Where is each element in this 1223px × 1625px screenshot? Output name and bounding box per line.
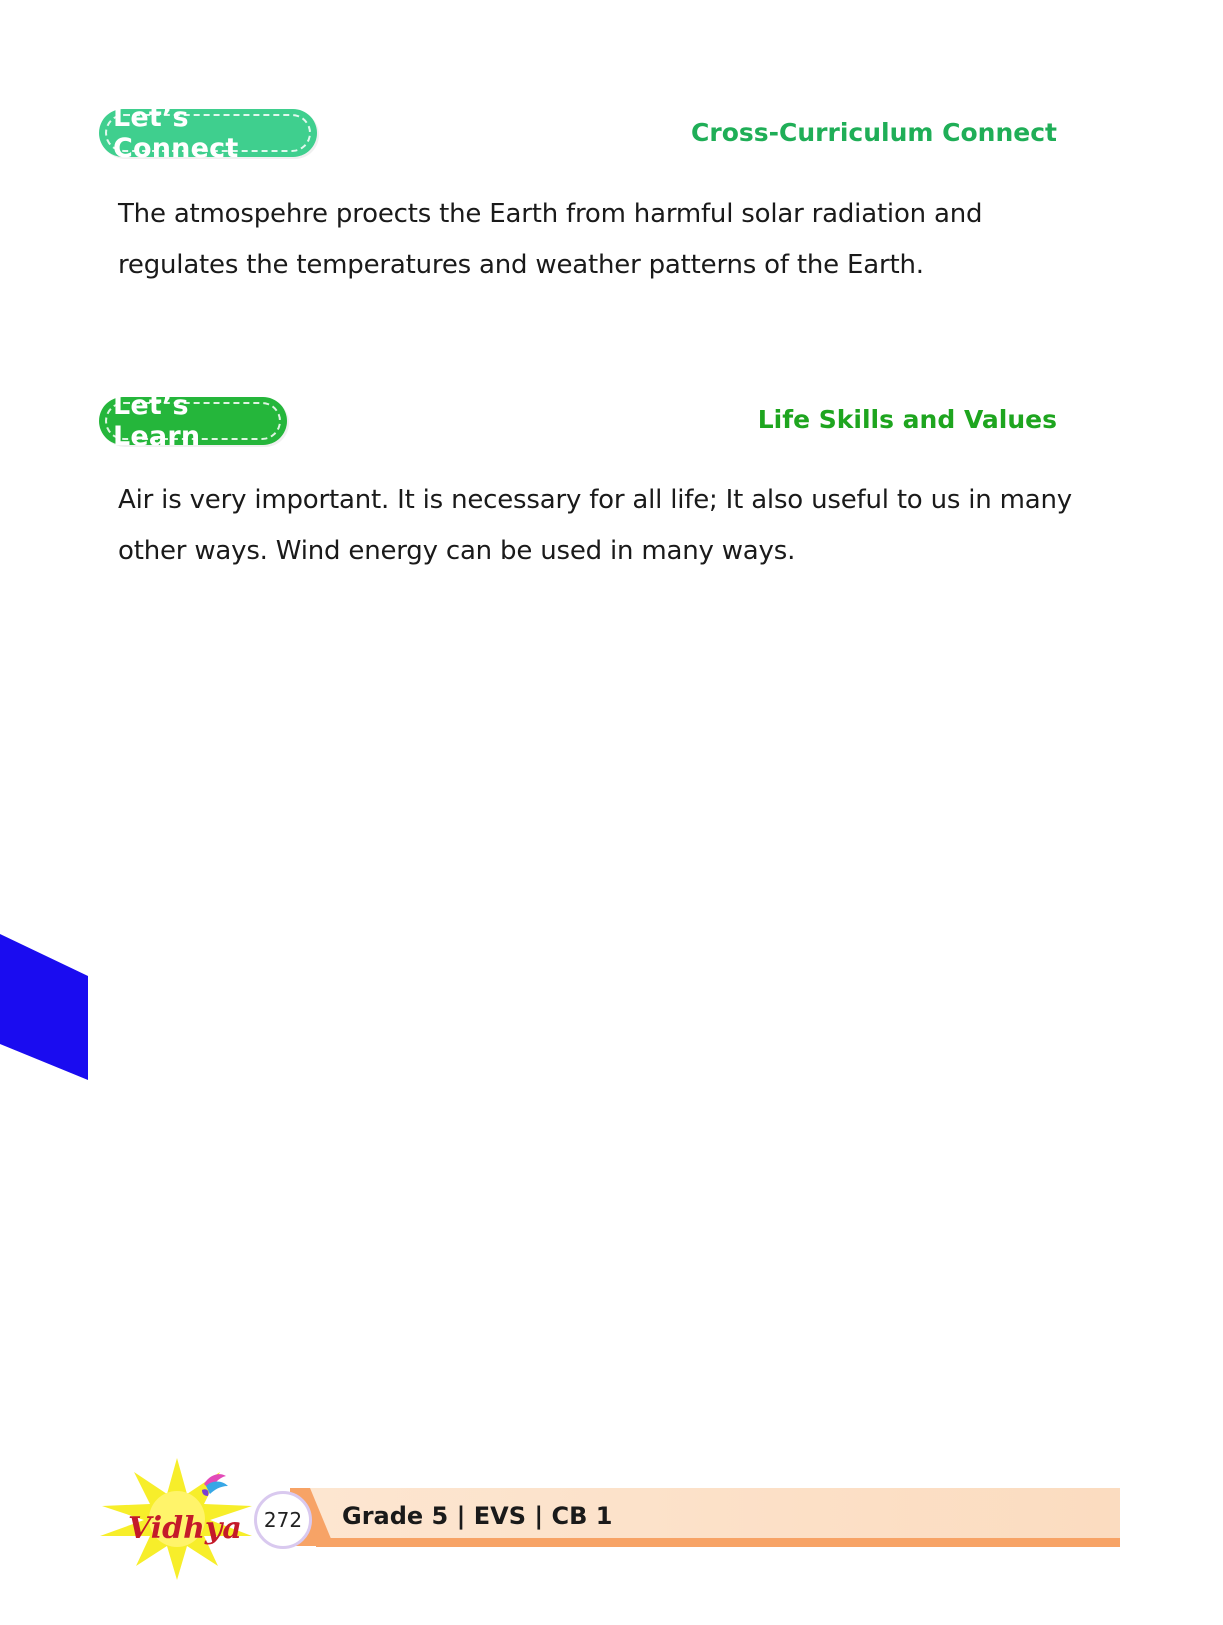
learn-line-1: Air is very important. It is necessary for all life; It also useful to us in many [118,485,1072,515]
connect-paragraph [118,189,1118,291]
bird-icon [202,1474,228,1496]
page-number-badge [254,1491,312,1549]
lets-learn-label: Let’s Learn [113,390,201,452]
lets-connect-label: Let’s Connect [113,102,239,164]
learn-paragraph [118,475,1118,577]
page-number: 272 [263,1508,303,1532]
vidhya-logo [92,1454,262,1584]
cross-curriculum-tag: Cross-Curriculum Connect [691,118,1057,147]
vidhya-logo-text: Vidhya [128,1511,242,1546]
learn-line-2: other ways. Wind energy can be used in many ways. [118,536,796,566]
connect-line-1: The atmospehre proects the Earth from harmful solar radiation and [118,199,983,229]
connect-line-2: regulates the temperatures and weather patterns of the Earth. [118,250,924,280]
footer-accent-line [316,1538,1120,1547]
life-skills-tag: Life Skills and Values [757,405,1057,434]
lets-connect-badge [99,102,317,164]
lets-learn-badge [99,390,287,452]
footer-title: Grade 5 | EVS | CB 1 [342,1502,613,1530]
side-tab-icon [0,934,88,1080]
